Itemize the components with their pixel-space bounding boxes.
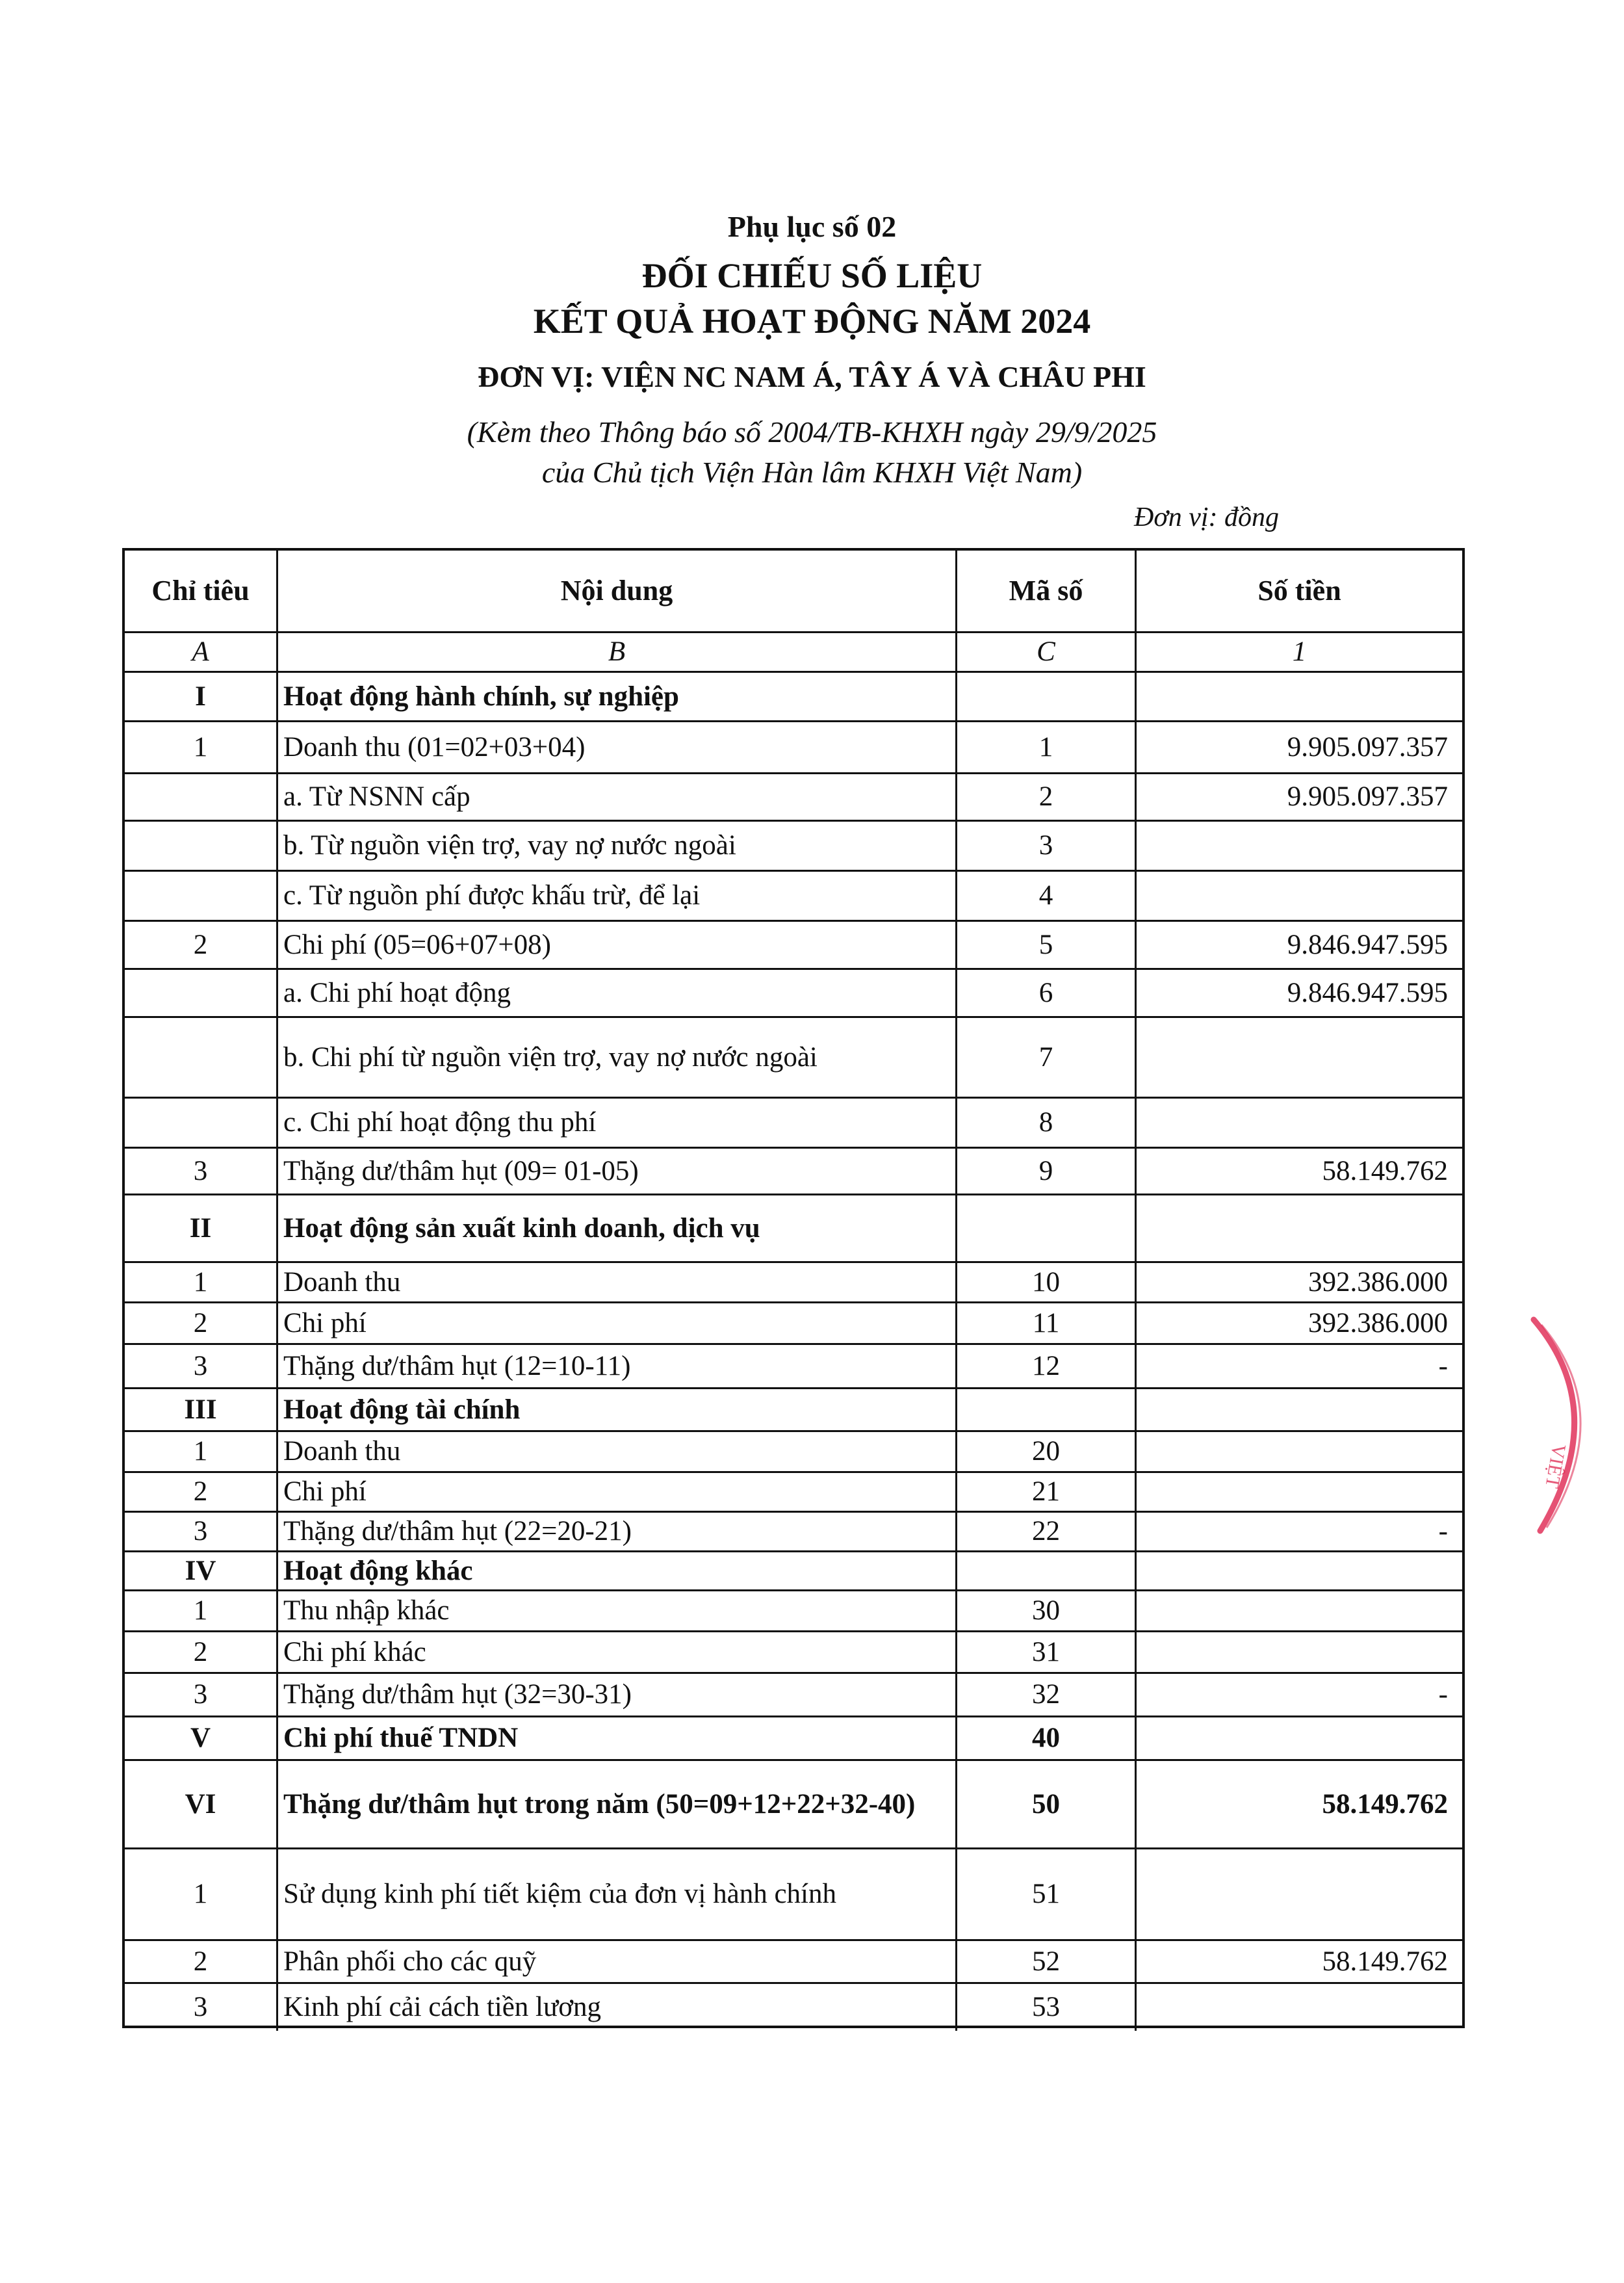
table-row (125, 970, 1462, 1018)
content-cell: b. Từ nguồn viện trợ, vay nợ nước ngoài (278, 822, 957, 870)
document-title-line2: KẾT QUẢ HOẠT ĐỘNG NĂM 2024 (533, 302, 1091, 341)
code-cell: 9 (957, 1149, 1137, 1194)
amount-cell (1137, 1552, 1462, 1589)
amount-cell (1137, 1099, 1462, 1147)
indicator-cell: 2 (125, 922, 278, 968)
amount-cell: 9.846.947.595 (1287, 929, 1448, 960)
indicator-cell: 3 (125, 1345, 278, 1387)
amount-cell: 9.905.097.357 (1287, 731, 1448, 763)
table-row (125, 1018, 1462, 1099)
code-cell: 50 (957, 1761, 1137, 1847)
code-cell: 2 (957, 774, 1137, 820)
indicator-cell: VI (125, 1761, 278, 1847)
code-cell: 53 (957, 1984, 1137, 2031)
content-cell: Doanh thu (278, 1432, 957, 1471)
content-cell: Thặng dư/thâm hụt trong năm (50=09+12+22+32-40) (278, 1761, 957, 1847)
amount-cell (1137, 1473, 1462, 1511)
content-cell: Doanh thu (278, 1263, 957, 1301)
amount-cell (1137, 1849, 1462, 1939)
content-cell: Thu nhập khác (278, 1591, 957, 1630)
code-cell: 30 (957, 1591, 1137, 1630)
code-cell: 8 (957, 1099, 1137, 1147)
table-row (125, 1984, 1462, 2031)
code-cell: 12 (957, 1345, 1137, 1387)
content-cell: Thặng dư/thâm hụt (32=30-31) (278, 1674, 957, 1716)
table-row (125, 1263, 1462, 1303)
table-row (125, 1099, 1462, 1149)
table-column-code-row (125, 633, 1462, 673)
content-cell: a. Từ NSNN cấp (278, 774, 957, 820)
column-code-1: 1 (1292, 636, 1307, 668)
code-cell: 40 (957, 1717, 1137, 1759)
column-header-amount: Số tiền (1257, 575, 1341, 607)
table-row (125, 1149, 1462, 1195)
amount-cell: 9.905.097.357 (1287, 781, 1448, 813)
amount-cell (1137, 1432, 1462, 1471)
indicator-cell (125, 1018, 278, 1097)
content-cell: Phân phối cho các quỹ (278, 1941, 957, 1982)
amount-cell (1137, 1717, 1462, 1759)
indicator-cell: 1 (125, 1591, 278, 1630)
code-cell: 32 (957, 1674, 1137, 1716)
content-cell: c. Chi phí hoạt động thu phí (278, 1099, 957, 1147)
amount-cell: 392.386.000 (1308, 1307, 1448, 1338)
amount-cell (1137, 822, 1462, 870)
amount-cell: 9.846.947.595 (1287, 977, 1448, 1008)
amount-cell (1137, 1591, 1462, 1630)
indicator-cell (125, 822, 278, 870)
table-row (125, 1591, 1462, 1632)
code-cell: 22 (957, 1513, 1137, 1550)
code-cell (957, 1389, 1137, 1430)
amount-cell: 58.149.762 (1322, 1155, 1448, 1186)
indicator-cell: 2 (125, 1303, 278, 1343)
code-cell (957, 1195, 1137, 1261)
content-cell: Chi phí (278, 1473, 957, 1511)
amount-cell: - (1438, 1679, 1448, 1710)
currency-unit-label: Đơn vị: đồng (1134, 502, 1280, 532)
content-cell: Hoạt động sản xuất kinh doanh, dịch vụ (278, 1195, 957, 1261)
indicator-cell: 3 (125, 1513, 278, 1550)
indicator-cell: 3 (125, 1149, 278, 1194)
content-cell: Thặng dư/thâm hụt (09= 01-05) (278, 1149, 957, 1194)
amount-cell (1137, 1632, 1462, 1672)
amount-cell: 58.149.762 (1322, 1946, 1448, 1977)
indicator-cell: 1 (125, 722, 278, 772)
indicator-cell: 1 (125, 1263, 278, 1301)
table-section-row (125, 1552, 1462, 1591)
reference-note-line2: của Chủ tịch Viện Hàn lâm KHXH Việt Nam) (541, 456, 1083, 489)
indicator-cell: I (125, 673, 278, 720)
amount-cell (1137, 872, 1462, 920)
table-row (125, 722, 1462, 774)
document-title-line1: ĐỐI CHIẾU SỐ LIỆU (641, 256, 983, 295)
amount-cell: 58.149.762 (1322, 1788, 1448, 1820)
amount-cell: 392.386.000 (1308, 1266, 1448, 1298)
stamp-text: VIỆT (1541, 1442, 1570, 1490)
indicator-cell: V (125, 1717, 278, 1759)
table-row (125, 1849, 1462, 1941)
indicator-cell (125, 774, 278, 820)
table-row (125, 1674, 1462, 1717)
content-cell: c. Từ nguồn phí được khấu trừ, để lại (278, 872, 957, 920)
indicator-cell (125, 970, 278, 1016)
code-cell: 11 (957, 1303, 1137, 1343)
table-row (125, 922, 1462, 970)
amount-cell (1137, 1195, 1462, 1261)
table-row (125, 1473, 1462, 1513)
table-section-row (125, 1717, 1462, 1761)
organization-unit: ĐƠN VỊ: VIỆN NC NAM Á, TÂY Á VÀ CHÂU PHI (478, 360, 1146, 393)
code-cell (957, 1552, 1137, 1589)
code-cell: 20 (957, 1432, 1137, 1471)
code-cell: 1 (957, 722, 1137, 772)
indicator-cell: 2 (125, 1632, 278, 1672)
code-cell: 21 (957, 1473, 1137, 1511)
reference-note-line1: (Kèm theo Thông báo số 2004/TB-KHXH ngày 29/9/2025 (467, 415, 1157, 449)
indicator-cell (125, 1099, 278, 1147)
content-cell: a. Chi phí hoạt động (278, 970, 957, 1016)
table-row (125, 1432, 1462, 1473)
amount-cell (1137, 1389, 1462, 1430)
indicator-cell: III (125, 1389, 278, 1430)
indicator-cell: II (125, 1195, 278, 1261)
table-row (125, 822, 1462, 872)
code-cell: 51 (957, 1849, 1137, 1939)
table-row (125, 1345, 1462, 1389)
indicator-cell: 2 (125, 1941, 278, 1982)
indicator-cell: 2 (125, 1473, 278, 1511)
red-seal-stamp-icon (1514, 1307, 1624, 1541)
table-header-row (125, 551, 1462, 633)
content-cell: Thặng dư/thâm hụt (22=20-21) (278, 1513, 957, 1550)
table-row (125, 1632, 1462, 1674)
column-header-code: Mã số (957, 551, 1137, 631)
content-cell: Hoạt động khác (278, 1552, 957, 1589)
content-cell: Chi phí thuế TNDN (278, 1717, 957, 1759)
code-cell: 3 (957, 822, 1137, 870)
column-header-content: Nội dung (278, 551, 957, 631)
amount-cell (1137, 673, 1462, 720)
indicator-cell (125, 872, 278, 920)
column-code-c: C (957, 633, 1137, 671)
code-cell: 10 (957, 1263, 1137, 1301)
column-code-a: A (125, 633, 278, 671)
indicator-cell: 1 (125, 1432, 278, 1471)
amount-cell: - (1438, 1350, 1448, 1381)
column-code-b: B (278, 633, 957, 671)
table-section-row (125, 673, 1462, 722)
table-section-row (125, 1761, 1462, 1849)
content-cell: Chi phí (278, 1303, 957, 1343)
code-cell: 52 (957, 1941, 1137, 1982)
code-cell: 7 (957, 1018, 1137, 1097)
content-cell: Hoạt động hành chính, sự nghiệp (278, 673, 957, 720)
table-row (125, 1303, 1462, 1345)
amount-cell (1137, 1984, 1462, 2031)
indicator-cell: 3 (125, 1984, 278, 2031)
indicator-cell: 3 (125, 1674, 278, 1716)
indicator-cell: IV (125, 1552, 278, 1589)
content-cell: b. Chi phí từ nguồn viện trợ, vay nợ nước ngoài (278, 1018, 957, 1097)
table-row (125, 872, 1462, 922)
content-cell: Sử dụng kinh phí tiết kiệm của đơn vị hành chính (278, 1849, 957, 1939)
indicator-cell: 1 (125, 1849, 278, 1939)
table-section-row (125, 1195, 1462, 1263)
code-cell (957, 673, 1137, 720)
code-cell: 31 (957, 1632, 1137, 1672)
results-table (122, 548, 1465, 2028)
table-row (125, 1941, 1462, 1984)
content-cell: Hoạt động tài chính (278, 1389, 957, 1430)
table-row (125, 774, 1462, 822)
appendix-label: Phụ lục số 02 (727, 210, 897, 243)
content-cell: Chi phí (05=06+07+08) (278, 922, 957, 968)
content-cell: Kinh phí cải cách tiền lương (278, 1984, 957, 2031)
amount-cell: - (1438, 1516, 1448, 1547)
amount-cell (1137, 1018, 1462, 1097)
content-cell: Doanh thu (01=02+03+04) (278, 722, 957, 772)
content-cell: Chi phí khác (278, 1632, 957, 1672)
table-section-row (125, 1389, 1462, 1432)
code-cell: 4 (957, 872, 1137, 920)
code-cell: 5 (957, 922, 1137, 968)
table-row (125, 1513, 1462, 1552)
column-header-indicator: Chỉ tiêu (125, 551, 278, 631)
content-cell: Thặng dư/thâm hụt (12=10-11) (278, 1345, 957, 1387)
code-cell: 6 (957, 970, 1137, 1016)
